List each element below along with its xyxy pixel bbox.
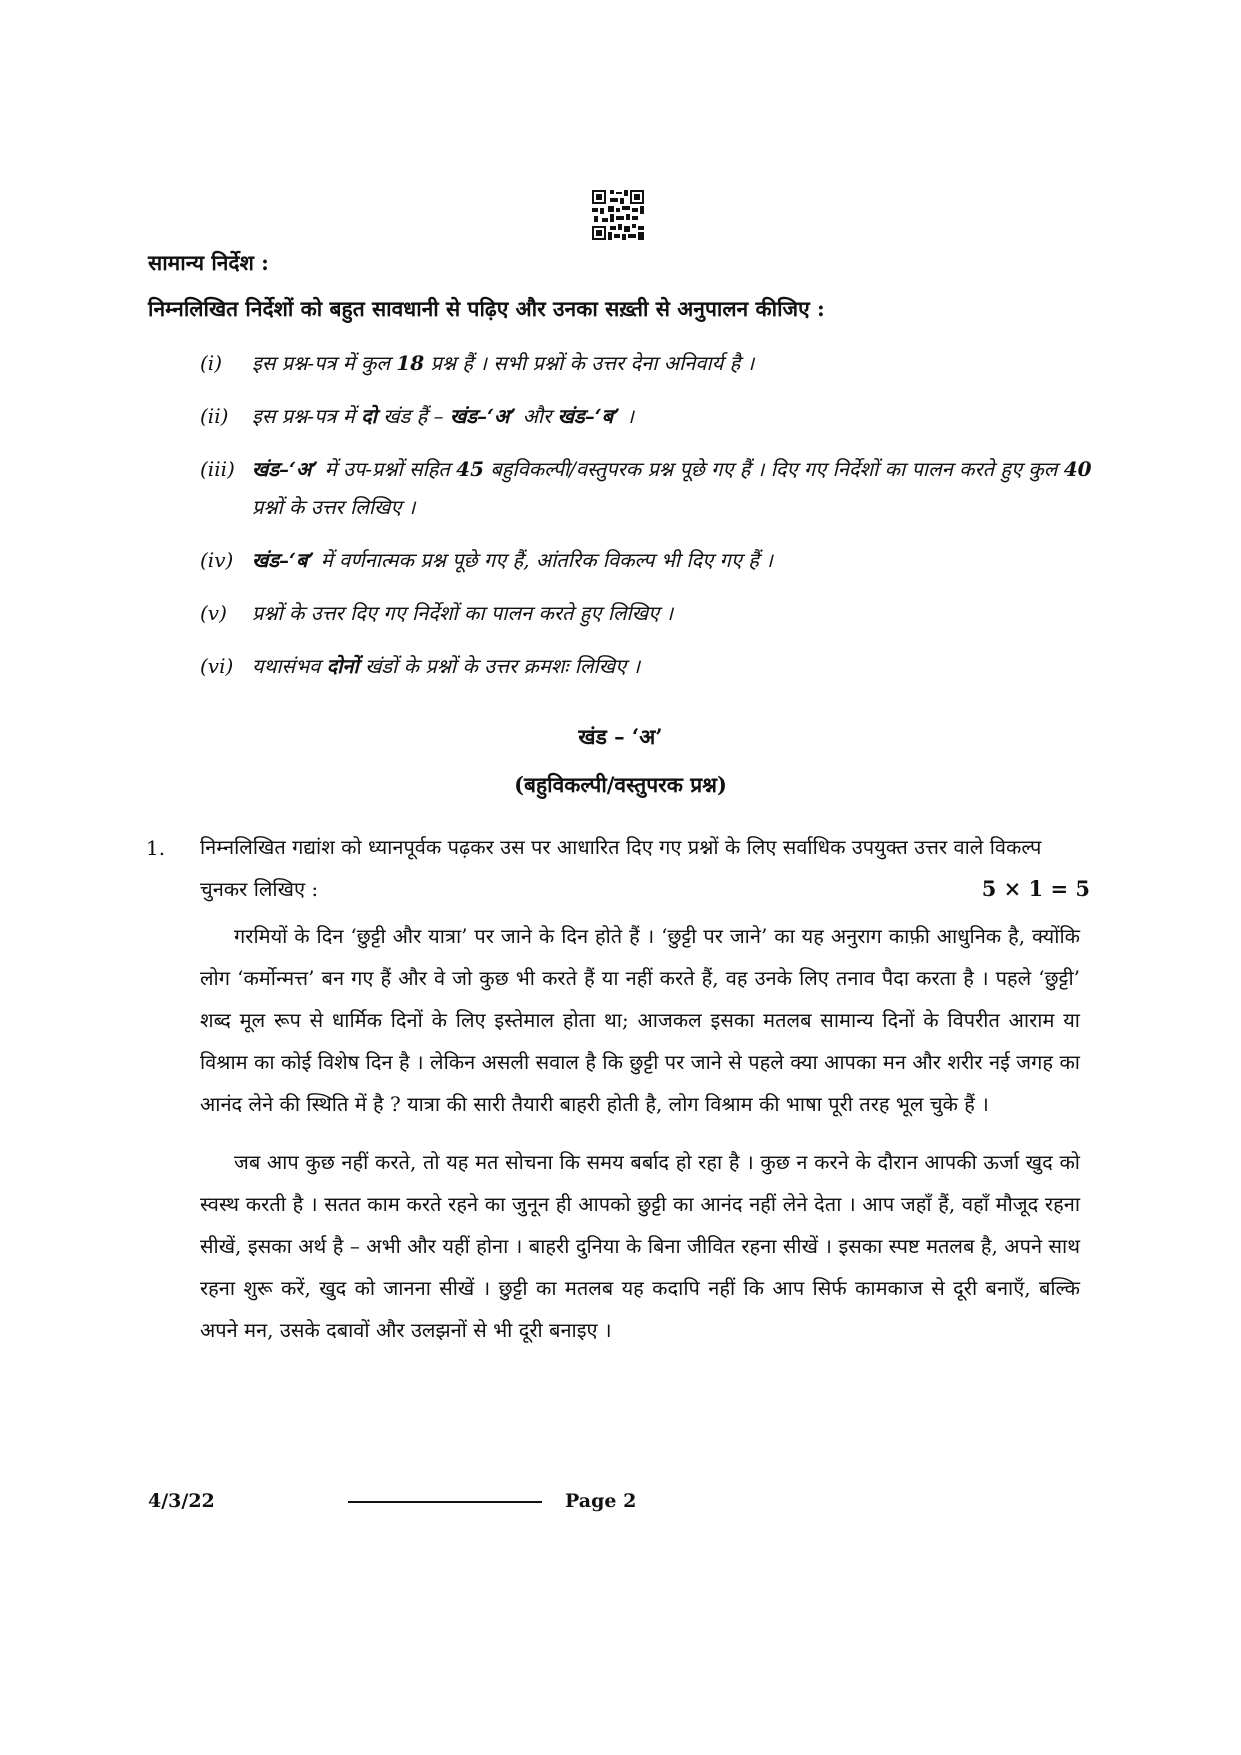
instruction-item — [200, 647, 1100, 685]
passage — [200, 915, 1080, 1367]
instruction-number: (iii) — [200, 457, 235, 481]
passage-paragraph: जब आप कुछ नहीं करते, तो यह मत सोचना कि समय बर्बाद हो रहा है । कुछ न करने के दौरान आपकी ऊर्जा खुद को स्वस्थ करती है । सतत काम करते रहने का जुनून ही आपको छुट्टी का आनंद नहीं लेने देता । आप जहाँ हैं, वहाँ मौजूद रहना सीखें, इसका अर्थ है – अभी और यहीं होना । बाहरी दुनिया के बिना जीवित रहना सीखें । इसका स्पष्ट मतलब है, अपने साथ रहना शुरू करें, खुद को जानना सीखें । छुट्टी का मतलब यह कदापि नहीं कि आप सिर्फ कामकाज से दूरी बनाएँ, बल्कि अपने मन, उसके दबावों और उलझनों से भी दूरी बनाइए । — [200, 1150, 1080, 1342]
instruction-text: खंड–‘ब’ में वर्णनात्मक प्रश्न पूछे गए हैं, आंतरिक विकल्प भी दिए गए हैं । — [252, 548, 773, 572]
passage-paragraph: गरमियों के दिन ‘छुट्टी और यात्रा’ पर जाने के दिन होते हैं । ‘छुट्टी पर जाने’ का यह अनुराग काफ़ी आधुनिक है, क्योंकि लोग ‘कर्मोन्मत्त’ बन गए हैं और वे जो कुछ भी करते हैं या नहीं करते हैं, वह उनके लिए तनाव पैदा करता है । पहले ‘छुट्टी’ शब्द मूल रूप से धार्मिक दिनों के लिए इस्तेमाल होता था; आजकल इसका मतलब सामान्य दिनों के विपरीत आराम या विश्राम का कोई विशेष दिन है । लेकिन असली सवाल है कि छुट्टी पर जाने से पहले क्या आपका मन और शरीर नई जगह का आनंद लेने की स्थिति में है ? यात्रा की सारी तैयारी बाहरी होती है, लोग विश्राम की भाषा पूरी तरह भूल चुके हैं । — [200, 924, 1080, 1116]
paper-code: 4/3/22 — [148, 1490, 215, 1512]
instruction-number: (ii) — [200, 404, 229, 428]
instruction-item — [200, 344, 1100, 382]
instruction-item — [200, 397, 1100, 435]
question-number: 1. — [146, 836, 166, 860]
general-instructions-subheading: निम्नलिखित निर्देशों को बहुत सावधानी से पढ़िए और उनका सख़्ती से अनुपालन कीजिए : — [148, 296, 825, 321]
instruction-text: यथासंभव दोनों खंडों के प्रश्नों के उत्तर क्रमशः लिखिए । — [252, 654, 641, 678]
instruction-number: (vi) — [200, 654, 234, 678]
instruction-item — [200, 594, 1100, 632]
section-title: खंड – ‘अ’ — [578, 724, 663, 749]
instruction-item — [200, 541, 1100, 579]
footer-divider — [348, 1501, 542, 1503]
instruction-text: इस प्रश्न-पत्र में दो खंड हैं – खंड–‘अ’ और खंड–‘ब’ । — [252, 404, 634, 428]
instruction-item — [200, 450, 1100, 526]
section-subtitle: (बहुविकल्पी/वस्तुपरक प्रश्न) — [514, 772, 727, 797]
instruction-number: (v) — [200, 601, 227, 625]
question-marks: 5 × 1 = 5 — [981, 876, 1090, 901]
general-instructions-heading: सामान्य निर्देश : — [148, 250, 269, 275]
question-text: निम्नलिखित गद्यांश को ध्यानपूर्वक पढ़कर उस पर आधारित दिए गए प्रश्नों के लिए सर्वाधिक उपयुक्त उत्तर वाले विकल्प चुनकर लिखिए : — [200, 835, 1042, 901]
instructions-list — [200, 344, 1100, 700]
page-number: Page 2 — [565, 1490, 637, 1512]
instruction-text: इस प्रश्न-पत्र में कुल 18 प्रश्न हैं । सभी प्रश्नों के उत्तर देना अनिवार्य है । — [252, 351, 755, 375]
qr-code-icon — [592, 190, 644, 240]
instruction-number: (i) — [200, 351, 223, 375]
instruction-text: प्रश्नों के उत्तर दिए गए निर्देशों का पालन करते हुए लिखिए । — [252, 601, 674, 625]
instruction-text: खंड–‘अ’ में उप-प्रश्नों सहित 45 बहुविकल्पी/वस्तुपरक प्रश्न पूछे गए हैं । दिए गए निर्देशों का पालन करते हुए कुल 40 प्रश्नों के उत्तर लिखिए । — [252, 457, 1092, 519]
instruction-number: (iv) — [200, 548, 234, 572]
